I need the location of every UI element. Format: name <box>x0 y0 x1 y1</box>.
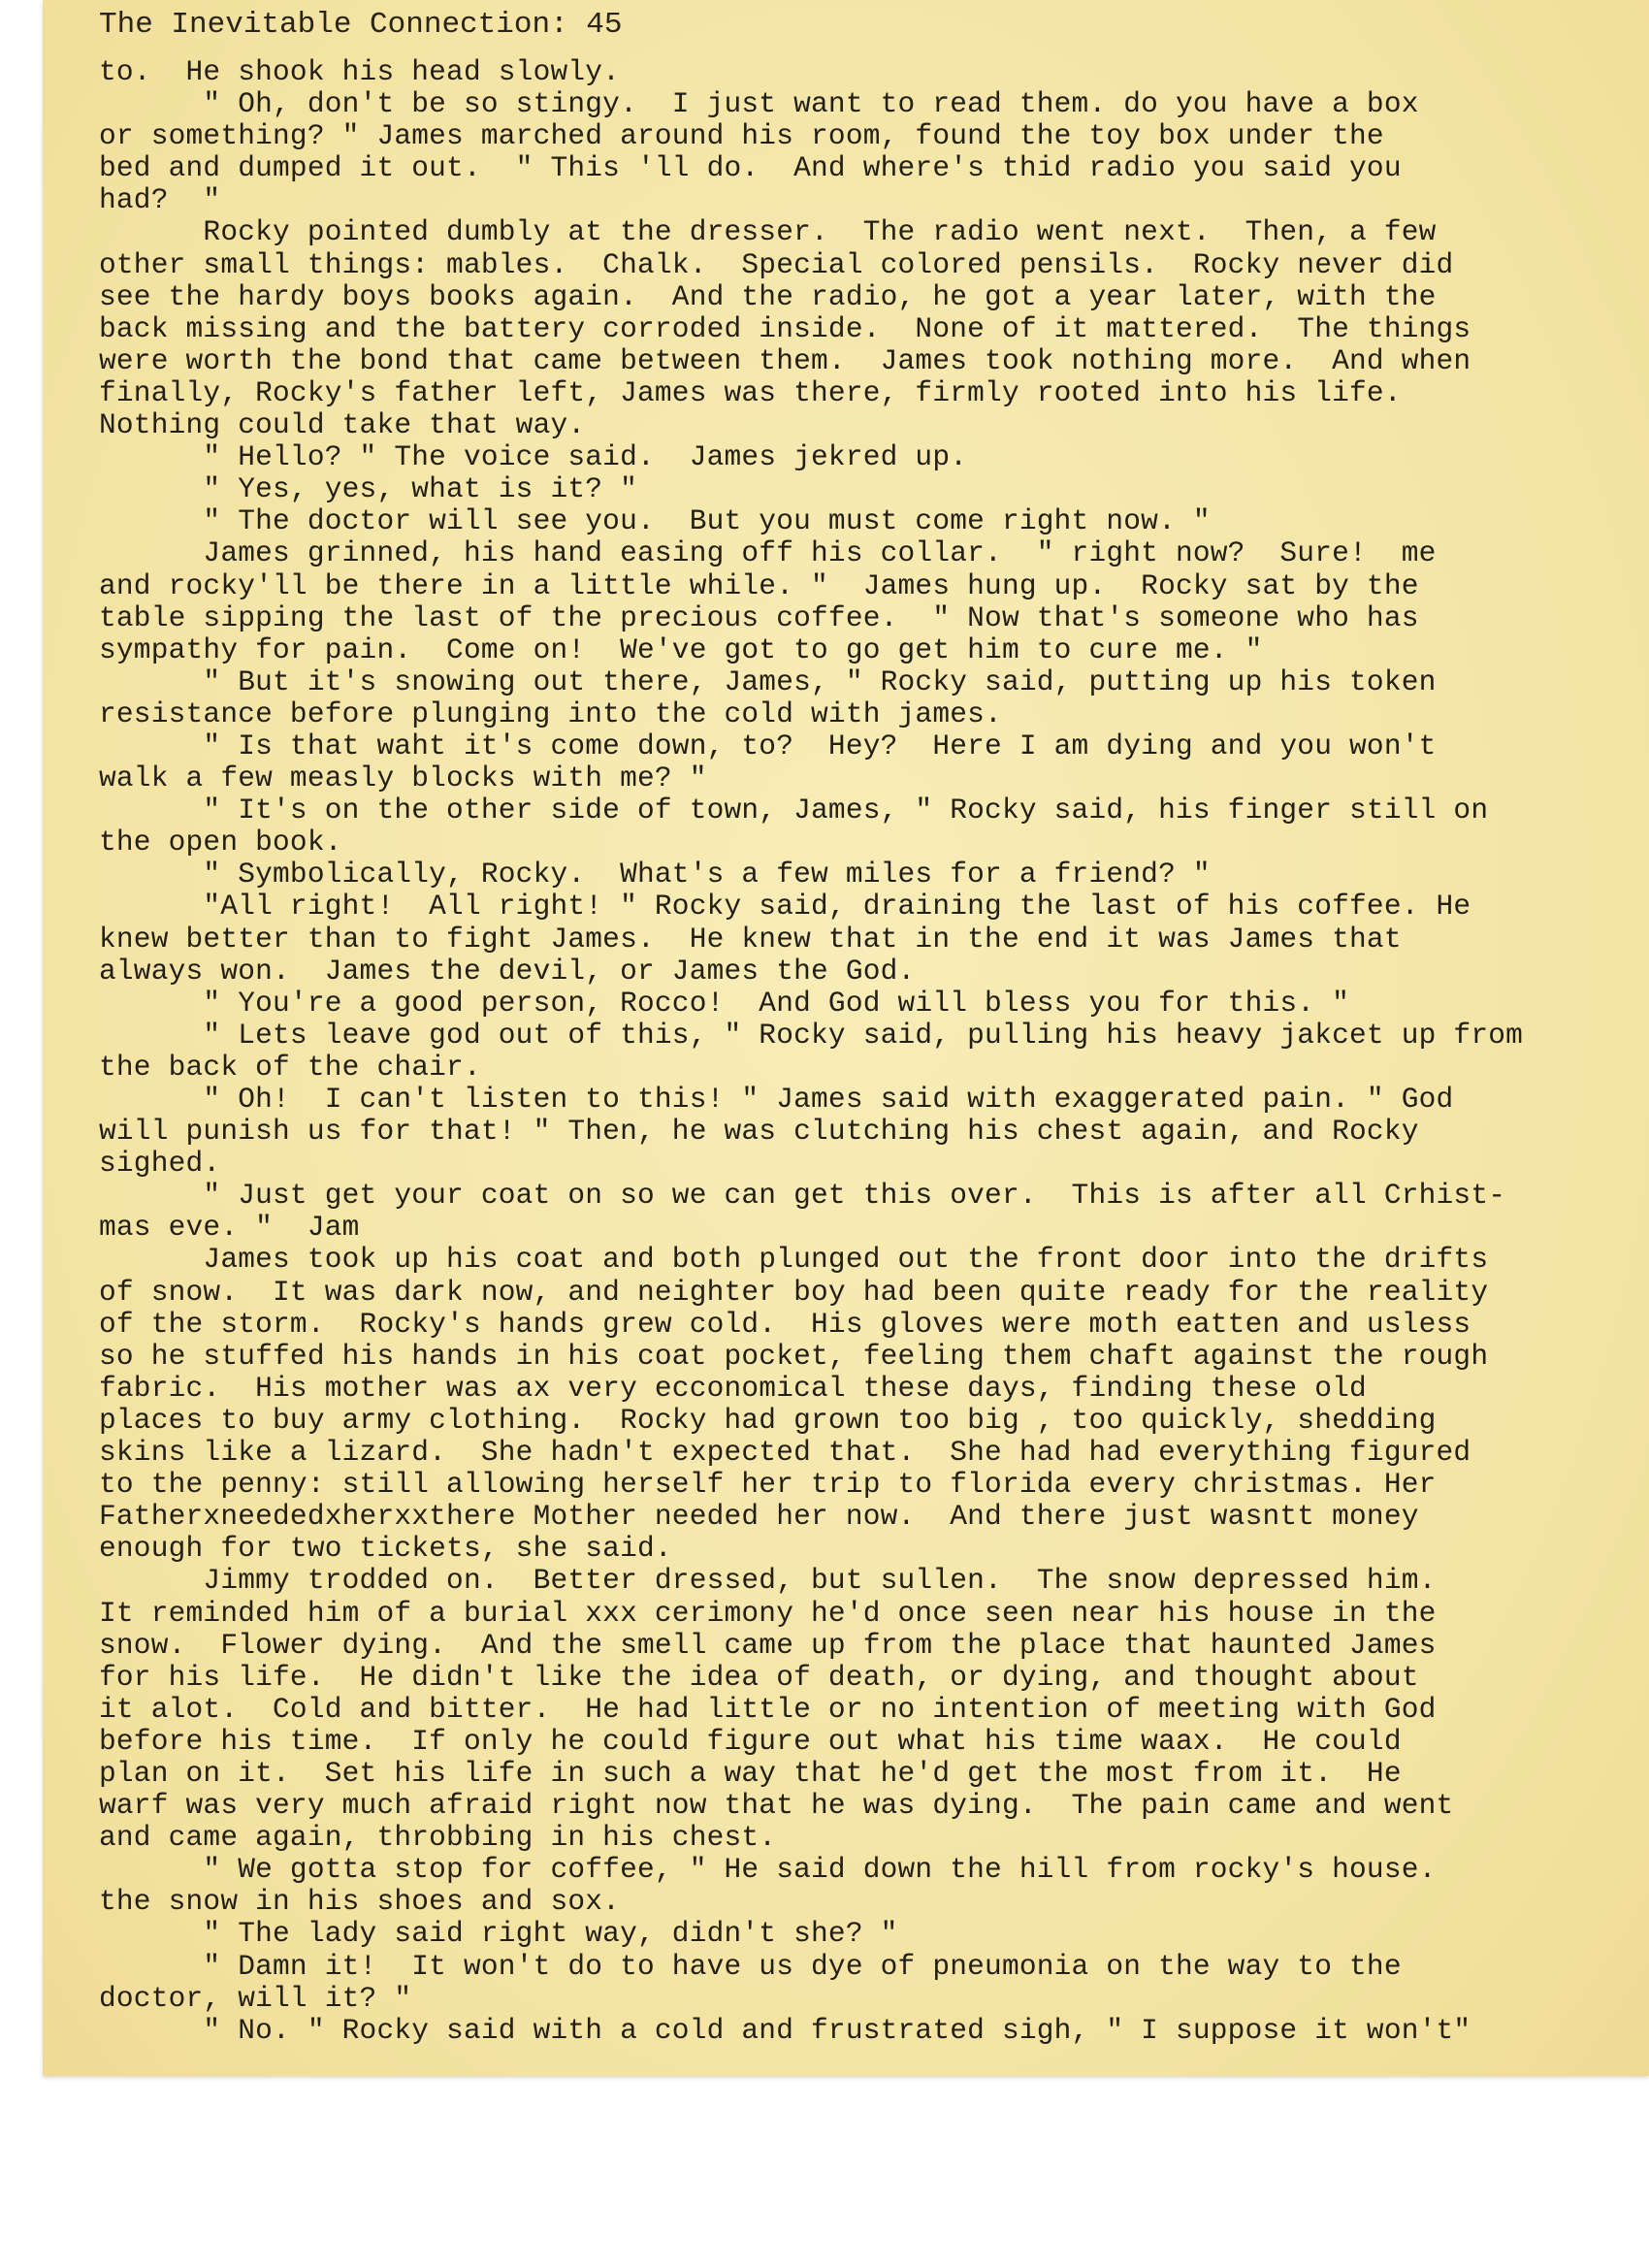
text-line: sighed. <box>99 1147 221 1181</box>
manuscript-body <box>99 56 1649 2047</box>
text-line: " No. " Rocky said with a cold and frustrated sigh, " I suppose it won't" <box>99 2013 1471 2047</box>
text-line: table sipping the last of the precious coffee. " Now that's someone who has <box>99 600 1419 634</box>
text-line: were worth the bond that came between them. James took nothing more. And when <box>99 343 1471 377</box>
text-line: will punish us for that! " Then, he was clutching his chest again, and Rocky <box>99 1115 1419 1149</box>
text-line: snow. Flower dying. And the smell came up from the place that haunted James <box>99 1628 1437 1662</box>
text-line: Rocky pointed dumbly at the dresser. The radio went next. Then, a few <box>99 215 1437 249</box>
text-line: places to buy army clothing. Rocky had grown too big , too quickly, shedding <box>99 1403 1437 1437</box>
text-line: " We gotta stop for coffee, " He said down the hill from rocky's house. <box>99 1853 1437 1887</box>
text-line: and rocky'll be there in a little while. " James hung up. Rocky sat by the <box>99 568 1419 602</box>
text-line: bed and dumped it out. " This 'll do. And where's thid radio you said you <box>99 151 1402 185</box>
text-line: Nothing could take that way. <box>99 408 586 442</box>
text-line: plan on it. Set his life in such a way that he'd get the most from it. He <box>99 1756 1402 1790</box>
text-line: walk a few measly blocks with me? " <box>99 761 707 795</box>
text-line: resistance before plunging into the cold with james. <box>99 697 1002 730</box>
text-line: warf was very much afraid right now that he was dying. The pain came and went <box>99 1789 1454 1823</box>
text-line: enough for two tickets, she said. <box>99 1532 672 1566</box>
text-line: " But it's snowing out there, James, " Rocky said, putting up his token <box>99 664 1437 698</box>
page-header: The Inevitable Connection: 45 <box>99 8 623 42</box>
text-line: " Is that waht it's come down, to? Hey? Here I am dying and you won't <box>99 729 1437 762</box>
text-line: the snow in his shoes and sox. <box>99 1885 621 1919</box>
text-line: skins like a lizard. She hadn't expected that. She had had everything figured <box>99 1436 1471 1470</box>
text-line: mas eve. " Jam <box>99 1211 360 1245</box>
text-line: knew better than to fight James. He knew that in the end it was James that <box>99 922 1402 956</box>
text-line: " You're a good person, Rocco! And God will bless you for this. " <box>99 986 1350 1020</box>
text-line: for his life. He didn't like the idea of death, or dying, and thought about <box>99 1660 1419 1694</box>
text-line: see the hardy boys books again. And the radio, he got a year later, with the <box>99 279 1437 313</box>
text-line: always won. James the devil, or James the God. <box>99 954 916 988</box>
text-line: James grinned, his hand easing off his collar. " right now? Sure! me <box>99 536 1437 570</box>
text-line: the open book. <box>99 826 342 859</box>
text-line: Fatherxneededxherxxthere Mother needed her now. And there just wasntt money <box>99 1500 1419 1534</box>
text-line: " Damn it! It won't do to have us dye of pneumonia on the way to the <box>99 1949 1402 1983</box>
text-line: " The lady said right way, didn't she? " <box>99 1917 898 1951</box>
text-line: " Symbolically, Rocky. What's a few miles for a friend? " <box>99 858 1211 891</box>
text-line: to. He shook his head slowly. <box>99 55 621 88</box>
text-line: finally, Rocky's father left, James was there, firmly rooted into his life. <box>99 375 1402 409</box>
text-line: " Just get your coat on so we can get this over. This is after all Crhist- <box>99 1179 1506 1213</box>
text-line: and came again, throbbing in his chest. <box>99 1821 777 1855</box>
text-line: " It's on the other side of town, James, " Rocky said, his finger still on <box>99 794 1489 827</box>
text-line: " Hello? " The voice said. James jekred up. <box>99 440 968 474</box>
text-line: It reminded him of a burial xxx cerimony he'd once seen near his house in the <box>99 1596 1437 1630</box>
text-line: or something? " James marched around his room, found the toy box under the <box>99 119 1384 153</box>
text-line: sympathy for pain. Come on! We've got to go get him to cure me. " <box>99 632 1263 666</box>
typewritten-page <box>43 0 1649 2076</box>
text-line: other small things: mables. Chalk. Special colored pensils. Rocky never did <box>99 247 1454 281</box>
text-line: " Oh! I can't listen to this! " James said with exaggerated pain. " God <box>99 1083 1454 1116</box>
text-line: it alot. Cold and bitter. He had little or no intention of meeting with God <box>99 1692 1437 1726</box>
text-line: "All right! All right! " Rocky said, draining the last of his coffee. He <box>99 890 1471 923</box>
text-line: before his time. If only he could figure out what his time waax. He could <box>99 1724 1402 1758</box>
text-line: of the storm. Rocky's hands grew cold. His gloves were moth eatten and usless <box>99 1307 1471 1341</box>
text-line: so he stuffed his hands in his coat pocket, feeling them chaft against the rough <box>99 1339 1489 1373</box>
text-line: back missing and the battery corroded inside. None of it mattered. The things <box>99 311 1471 345</box>
text-line: " Yes, yes, what is it? " <box>99 472 637 506</box>
text-line: " Oh, don't be so stingy. I just want to read them. do you have a box <box>99 87 1419 121</box>
text-line: the back of the chair. <box>99 1050 481 1084</box>
text-line: James took up his coat and both plunged out the front door into the drifts <box>99 1243 1489 1277</box>
text-line: Jimmy trodded on. Better dressed, but sullen. The snow depressed him. <box>99 1564 1437 1598</box>
text-line: doctor, will it? " <box>99 1981 412 2015</box>
text-line: had? " <box>99 183 221 217</box>
text-line: " Lets leave god out of this, " Rocky said, pulling his heavy jakcet up from <box>99 1018 1524 1052</box>
text-line: " The doctor will see you. But you must come right now. " <box>99 504 1211 538</box>
text-line: of snow. It was dark now, and neighter boy had been quite ready for the reality <box>99 1275 1489 1309</box>
text-line: to the penny: still allowing herself her trip to florida every christmas. Her <box>99 1468 1437 1502</box>
text-line: fabric. His mother was ax very ecconomical these days, finding these old <box>99 1371 1367 1405</box>
